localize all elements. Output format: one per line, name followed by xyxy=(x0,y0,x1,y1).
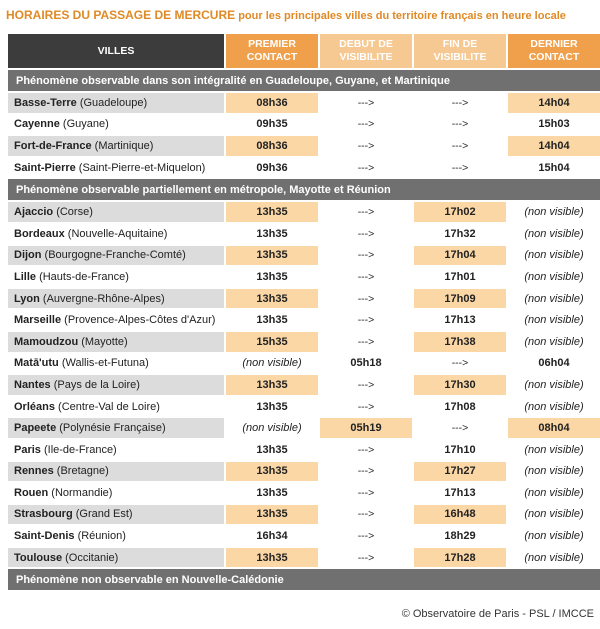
city-name: Nantes xyxy=(14,378,51,391)
section-label: Phénomène observable partiellement en métropole, Mayotte et Réunion xyxy=(8,179,600,200)
table-row xyxy=(8,310,600,330)
fin-visibilite-cell: ---> xyxy=(451,96,469,109)
fin-visibilite-cell: ---> xyxy=(451,161,469,174)
debut-visibilite-cell: ---> xyxy=(357,270,375,283)
dernier-contact-cell: (non visible) xyxy=(524,400,584,413)
page-title xyxy=(6,8,596,22)
dernier-contact-cell: 15h03 xyxy=(538,118,570,131)
table-row xyxy=(8,332,600,352)
debut-visibilite-cell: ---> xyxy=(357,292,375,305)
debut-visibilite-cell: ---> xyxy=(357,206,375,219)
city-region: (Bourgogne-Franche-Comté) xyxy=(41,249,186,262)
dernier-contact-cell: (non visible) xyxy=(524,530,584,543)
city-cell xyxy=(8,505,224,525)
city-name: Cayenne xyxy=(14,118,60,131)
dernier-contact-cell: (non visible) xyxy=(524,508,584,521)
dernier-contact-cell: (non visible) xyxy=(524,206,584,219)
table-row xyxy=(8,93,600,113)
debut-visibilite-cell: ---> xyxy=(357,249,375,262)
fin-visibilite-cell: 17h13 xyxy=(444,486,476,499)
premier-contact-cell: 13h35 xyxy=(226,548,318,568)
city-name: Basse-Terre xyxy=(14,96,77,109)
city-region: (Mayotte) xyxy=(78,335,128,348)
city-region: (Grand Est) xyxy=(72,508,133,521)
dernier-contact-cell: (non visible) xyxy=(524,249,584,262)
premier-contact-cell: 09h35 xyxy=(256,118,288,131)
city-name: Fort-de-France xyxy=(14,139,92,152)
table-row xyxy=(8,115,600,135)
city-name: Marseille xyxy=(14,314,62,327)
fin-visibilite-cell: 17h30 xyxy=(414,375,506,395)
city-name: Saint-Denis xyxy=(14,530,75,543)
premier-contact-cell: 15h35 xyxy=(226,332,318,352)
debut-visibilite-cell: ---> xyxy=(357,161,375,174)
table-row xyxy=(8,246,600,266)
city-cell xyxy=(8,310,224,330)
city-cell xyxy=(8,375,224,395)
city-name: Lyon xyxy=(14,292,40,305)
fin-visibilite-cell: ---> xyxy=(451,357,469,370)
city-name: Strasbourg xyxy=(14,508,73,521)
title-subtitle: pour les principales villes du territoire français en heure locale xyxy=(235,10,566,22)
premier-contact-cell: 13h35 xyxy=(226,289,318,309)
debut-visibilite-cell: ---> xyxy=(357,314,375,327)
debut-visibilite-cell: ---> xyxy=(357,551,375,564)
premier-contact-cell: 13h35 xyxy=(226,375,318,395)
city-name: Ajaccio xyxy=(14,206,54,219)
debut-visibilite-cell: ---> xyxy=(357,443,375,456)
table-header-row xyxy=(8,34,600,68)
city-name: Bordeaux xyxy=(14,227,65,240)
table-row xyxy=(8,267,600,287)
dernier-contact-cell: (non visible) xyxy=(524,314,584,327)
city-cell xyxy=(8,354,224,374)
city-region: (Hauts-de-France) xyxy=(36,270,129,283)
premier-contact-cell: (non visible) xyxy=(242,422,302,435)
copyright-footer: © Observatoire de Paris - PSL / IMCCE xyxy=(401,608,594,620)
fin-visibilite-cell: 17h10 xyxy=(444,443,476,456)
city-cell xyxy=(8,462,224,482)
city-name: Dijon xyxy=(14,249,42,262)
city-name: Lille xyxy=(14,270,37,283)
section-row-3 xyxy=(8,569,600,590)
premier-contact-cell: 13h35 xyxy=(256,227,288,240)
fin-visibilite-cell: 17h32 xyxy=(444,227,476,240)
city-cell xyxy=(8,246,224,266)
fin-visibilite-cell: 17h01 xyxy=(444,270,476,283)
debut-visibilite-cell: ---> xyxy=(357,378,375,391)
dernier-contact-cell: (non visible) xyxy=(524,443,584,456)
city-name: Rouen xyxy=(14,486,49,499)
debut-visibilite-cell: ---> xyxy=(357,465,375,478)
city-region: (Saint-Pierre-et-Miquelon) xyxy=(75,161,206,174)
section-row-1 xyxy=(8,70,600,91)
city-region: (Normandie) xyxy=(48,486,113,499)
city-cell xyxy=(8,332,224,352)
city-cell xyxy=(8,440,224,460)
city-cell xyxy=(8,224,224,244)
premier-contact-cell: 13h35 xyxy=(256,270,288,283)
table-row xyxy=(8,440,600,460)
premier-contact-cell: 13h35 xyxy=(256,314,288,327)
city-name: Rennes xyxy=(14,465,54,478)
dernier-contact-cell: (non visible) xyxy=(524,270,584,283)
fin-visibilite-cell: 17h09 xyxy=(414,289,506,309)
table-row xyxy=(8,289,600,309)
premier-contact-cell: 08h36 xyxy=(226,93,318,113)
table-row xyxy=(8,526,600,546)
premier-contact-cell: 13h35 xyxy=(226,462,318,482)
city-cell xyxy=(8,115,224,135)
dernier-contact-cell: (non visible) xyxy=(524,486,584,499)
city-name: Toulouse xyxy=(14,551,63,564)
premier-contact-cell: 13h35 xyxy=(256,443,288,456)
premier-contact-cell: 08h36 xyxy=(226,136,318,156)
city-name: Saint-Pierre xyxy=(14,161,76,174)
debut-visibilite-cell: ---> xyxy=(357,400,375,413)
fin-visibilite-cell: 18h29 xyxy=(444,530,476,543)
premier-contact-cell: 13h35 xyxy=(256,400,288,413)
city-region: (Ile-de-France) xyxy=(40,443,117,456)
dernier-contact-cell: 14h04 xyxy=(508,93,600,113)
premier-contact-cell: 13h35 xyxy=(226,246,318,266)
dernier-contact-cell: (non visible) xyxy=(524,292,584,305)
header-debut-visibilite: DEBUT DE VISIBILITE xyxy=(320,34,412,68)
city-region: (Pays de la Loire) xyxy=(50,378,140,391)
city-region: (Réunion) xyxy=(74,530,126,543)
city-cell xyxy=(8,202,224,222)
table-row xyxy=(8,224,600,244)
table-row xyxy=(8,136,600,156)
city-cell xyxy=(8,93,224,113)
premier-contact-cell: 13h35 xyxy=(226,202,318,222)
fin-visibilite-cell: 17h28 xyxy=(414,548,506,568)
debut-visibilite-cell: ---> xyxy=(357,530,375,543)
city-region: (Bretagne) xyxy=(53,465,109,478)
debut-visibilite-cell: ---> xyxy=(357,508,375,521)
dernier-contact-cell: (non visible) xyxy=(524,378,584,391)
city-region: (Auvergne-Rhône-Alpes) xyxy=(39,292,165,305)
table-row xyxy=(8,548,600,568)
city-cell xyxy=(8,418,224,438)
city-cell xyxy=(8,397,224,417)
city-cell xyxy=(8,289,224,309)
section-row-2 xyxy=(8,179,600,200)
city-region: (Corse) xyxy=(53,206,93,219)
debut-visibilite-cell: 05h18 xyxy=(350,357,382,370)
city-region: (Provence-Alpes-Côtes d'Azur) xyxy=(61,314,216,327)
transit-times-table xyxy=(6,32,600,592)
city-name: Mamoudzou xyxy=(14,335,79,348)
debut-visibilite-cell: ---> xyxy=(357,486,375,499)
premier-contact-cell: 13h35 xyxy=(256,486,288,499)
header-dernier-contact: DERNIER CONTACT xyxy=(508,34,600,68)
city-name: Orléans xyxy=(14,400,55,413)
city-cell xyxy=(8,526,224,546)
dernier-contact-cell: 08h04 xyxy=(508,418,600,438)
city-region: (Wallis-et-Futuna) xyxy=(58,357,149,370)
table-row xyxy=(8,505,600,525)
fin-visibilite-cell: ---> xyxy=(451,118,469,131)
city-region: (Guadeloupe) xyxy=(76,96,148,109)
fin-visibilite-cell: 17h08 xyxy=(444,400,476,413)
city-name: Papeete xyxy=(14,422,57,435)
debut-visibilite-cell: ---> xyxy=(357,227,375,240)
fin-visibilite-cell: 17h13 xyxy=(444,314,476,327)
table-row xyxy=(8,202,600,222)
table-row xyxy=(8,483,600,503)
dernier-contact-cell: (non visible) xyxy=(524,465,584,478)
debut-visibilite-cell: ---> xyxy=(357,96,375,109)
premier-contact-cell: 13h35 xyxy=(226,505,318,525)
dernier-contact-cell: 14h04 xyxy=(508,136,600,156)
city-region: (Guyane) xyxy=(59,118,109,131)
fin-visibilite-cell: 16h48 xyxy=(414,505,506,525)
header-fin-visibilite: FIN DE VISIBILITE xyxy=(414,34,506,68)
table-row xyxy=(8,375,600,395)
city-region: (Nouvelle-Aquitaine) xyxy=(64,227,168,240)
premier-contact-cell: 09h36 xyxy=(256,161,288,174)
city-region: (Polynésie Française) xyxy=(56,422,166,435)
fin-visibilite-cell: 17h27 xyxy=(414,462,506,482)
city-region: (Centre-Val de Loire) xyxy=(54,400,160,413)
section-label: Phénomène observable dans son intégralité en Guadeloupe, Guyane, et Martinique xyxy=(8,70,600,91)
table-row xyxy=(8,397,600,417)
table-row xyxy=(8,354,600,374)
city-cell xyxy=(8,483,224,503)
dernier-contact-cell: (non visible) xyxy=(524,335,584,348)
header-villes: VILLES xyxy=(8,34,224,68)
debut-visibilite-cell: ---> xyxy=(357,335,375,348)
debut-visibilite-cell: 05h19 xyxy=(320,418,412,438)
city-region: (Occitanie) xyxy=(62,551,119,564)
dernier-contact-cell: (non visible) xyxy=(524,227,584,240)
city-name: Paris xyxy=(14,443,41,456)
fin-visibilite-cell: 17h38 xyxy=(414,332,506,352)
city-cell xyxy=(8,136,224,156)
debut-visibilite-cell: ---> xyxy=(357,139,375,152)
fin-visibilite-cell: ---> xyxy=(451,422,469,435)
city-region: (Martinique) xyxy=(91,139,154,152)
city-cell xyxy=(8,548,224,568)
premier-contact-cell: (non visible) xyxy=(242,357,302,370)
section-label: Phénomène non observable en Nouvelle-Calédonie xyxy=(8,569,600,590)
premier-contact-cell: 16h34 xyxy=(256,530,288,543)
title-main: HORAIRES DU PASSAGE DE MERCURE xyxy=(6,8,236,22)
fin-visibilite-cell: 17h04 xyxy=(414,246,506,266)
dernier-contact-cell: (non visible) xyxy=(524,551,584,564)
debut-visibilite-cell: ---> xyxy=(357,118,375,131)
dernier-contact-cell: 06h04 xyxy=(538,357,570,370)
city-name: Matā'utu xyxy=(14,357,59,370)
dernier-contact-cell: 15h04 xyxy=(538,161,570,174)
city-cell xyxy=(8,267,224,287)
header-premier-contact: PREMIER CONTACT xyxy=(226,34,318,68)
fin-visibilite-cell: ---> xyxy=(451,139,469,152)
table-row xyxy=(8,462,600,482)
city-cell xyxy=(8,158,224,178)
table-row xyxy=(8,158,600,178)
fin-visibilite-cell: 17h02 xyxy=(414,202,506,222)
table-row xyxy=(8,418,600,438)
